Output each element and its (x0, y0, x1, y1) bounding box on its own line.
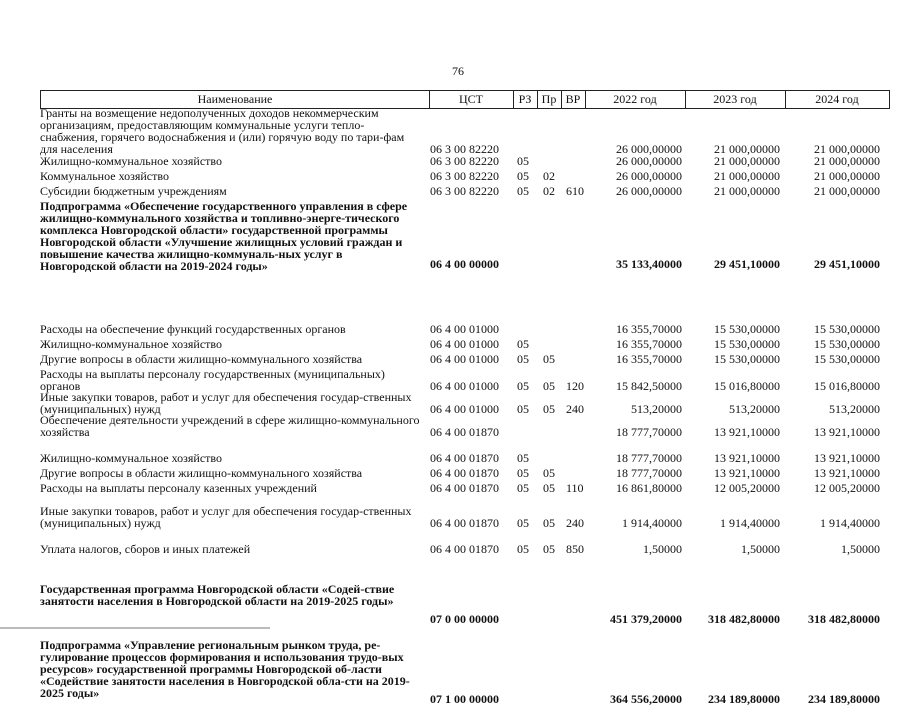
row-2023: 513,20000 (729, 402, 780, 416)
row-2023: 21 000,00000 (714, 154, 780, 168)
row-name: Коммунальное хозяйство (40, 169, 169, 183)
row-2022: 1 914,40000 (622, 516, 682, 530)
row-pr: 02 (543, 184, 555, 198)
header-2022: 2022 год (585, 91, 686, 108)
row-cst: 06 4 00 01000 (430, 402, 499, 416)
row-rz: 05 (517, 154, 529, 168)
row-pr: 05 (543, 481, 555, 495)
row-vr: 850 (566, 542, 584, 556)
row-2022: 16 355,70000 (616, 337, 682, 351)
row-2023: 15 530,00000 (714, 322, 780, 336)
row-name: Жилищно-коммунальное хозяйство (40, 154, 223, 168)
row-2022: 451 379,20000 (610, 612, 682, 626)
row-2024: 12 005,20000 (814, 481, 880, 495)
row-rz: 05 (517, 337, 529, 351)
row-name: Гранты на возмещение недополученных доходов некоммерческим организациям, предоставляющим коммунальные услуги тепло-снабжения, горячего водоснабжения и (или) горячую воду по тари-фам для населения (40, 106, 405, 156)
footer-line (0, 627, 270, 629)
row-pr: 05 (543, 542, 555, 556)
row-2023: 318 482,80000 (708, 612, 780, 626)
row-vr: 240 (566, 402, 584, 416)
header-2024: 2024 год (815, 92, 859, 106)
row-2023: 13 921,10000 (714, 451, 780, 465)
row-2024: 15 016,80000 (814, 379, 880, 393)
row-2022: 15 842,50000 (616, 379, 682, 393)
row-name: Субсидии бюджетным учреждениям (40, 184, 227, 198)
header-rz: РЗ (513, 91, 538, 108)
row-2022: 18 777,70000 (616, 425, 682, 439)
row-2022: 513,20000 (631, 402, 682, 416)
row-rz: 05 (517, 379, 529, 393)
row-cst: 06 4 00 01870 (430, 425, 499, 439)
row-cst: 06 4 00 01870 (430, 466, 499, 480)
row-2022: 26 000,00000 (616, 142, 682, 156)
row-pr: 05 (543, 379, 555, 393)
header-pr: Пр (537, 91, 562, 108)
row-vr: 610 (566, 184, 584, 198)
header-2023: 2023 год (685, 91, 786, 108)
row-cst: 06 4 00 01000 (430, 337, 499, 351)
row-name: Жилищно-коммунальное хозяйство (40, 451, 223, 465)
row-2022: 16 355,70000 (616, 352, 682, 366)
row-rz: 05 (517, 352, 529, 366)
row-cst: 06 4 00 00000 (430, 257, 499, 271)
row-2024: 13 921,10000 (814, 466, 880, 480)
row-2024: 13 921,10000 (814, 451, 880, 465)
row-cst: 06 4 00 01870 (430, 542, 499, 556)
row-2024: 15 530,00000 (814, 322, 880, 336)
row-name: Жилищно-коммунальное хозяйство (40, 337, 223, 351)
row-2024: 21 000,00000 (814, 142, 880, 156)
row-2024: 15 530,00000 (814, 337, 880, 351)
row-2023: 234 189,80000 (708, 692, 780, 706)
row-2022: 364 556,20000 (610, 692, 682, 706)
row-cst: 07 0 00 00000 (430, 612, 499, 626)
row-rz: 05 (517, 516, 529, 530)
row-rz: 05 (517, 402, 529, 416)
row-2024: 15 530,00000 (814, 352, 880, 366)
row-2024: 513,20000 (829, 402, 880, 416)
row-2023: 21 000,00000 (714, 184, 780, 198)
row-2023: 21 000,00000 (714, 142, 780, 156)
row-2023: 15 530,00000 (714, 337, 780, 351)
row-2024: 29 451,10000 (814, 257, 880, 271)
row-cst: 06 4 00 01870 (430, 481, 499, 495)
row-name: Другие вопросы в области жилищно-коммунального хозяйства (40, 466, 363, 480)
row-2022: 16 355,70000 (616, 322, 682, 336)
header-vr: ВР (561, 91, 586, 108)
row-name: Расходы на выплаты персоналу казенных учреждений (40, 481, 317, 495)
row-cst: 06 3 00 82220 (430, 142, 499, 156)
header-name: Наименование (41, 91, 430, 108)
row-2024: 21 000,00000 (814, 184, 880, 198)
row-rz: 05 (517, 481, 529, 495)
row-rz: 05 (517, 184, 529, 198)
row-2023: 13 921,10000 (714, 425, 780, 439)
row-2022: 18 777,70000 (616, 451, 682, 465)
row-vr: 110 (566, 481, 584, 495)
row-cst: 06 3 00 82220 (430, 154, 499, 168)
row-2023: 29 451,10000 (714, 257, 780, 271)
row-2022: 35 133,40000 (616, 257, 682, 271)
row-2023: 15 530,00000 (714, 352, 780, 366)
row-2022: 16 861,80000 (616, 481, 682, 495)
row-name: Расходы на обеспечение функций государственных органов (40, 322, 346, 336)
row-2022: 26 000,00000 (616, 154, 682, 168)
row-pr: 05 (543, 402, 555, 416)
row-cst: 06 4 00 01000 (430, 352, 499, 366)
row-cst: 06 3 00 82220 (430, 169, 499, 183)
row-2022: 26 000,00000 (616, 184, 682, 198)
row-name: Расходы на выплаты персоналу государственных (муниципальных) органов (40, 367, 385, 393)
row-cst: 06 4 00 01870 (430, 516, 499, 530)
row-2024: 1,50000 (841, 542, 880, 556)
row-pr: 02 (543, 169, 555, 183)
row-2024: 234 189,80000 (808, 692, 880, 706)
row-name: Иные закупки товаров, работ и услуг для обеспечения государ-ственных (муниципальных) нужд (40, 390, 412, 416)
row-cst: 06 4 00 01870 (430, 451, 499, 465)
row-rz: 05 (517, 169, 529, 183)
row-pr: 05 (543, 466, 555, 480)
row-cst: 06 3 00 82220 (430, 184, 499, 198)
row-name: Подпрограмма «Управление региональным рынком труда, ре-гулирование процессов формирования и использования трудо-вых ресурсов» государственной программы Новгородской об-ласти «Содействие занятости населения в Новгородской обла-сти на 2019-2025 годы» (40, 638, 410, 700)
row-pr: 05 (543, 352, 555, 366)
row-name: Обеспечение деятельности учреждений в сфере жилищно-коммунального хозяйства (40, 413, 420, 439)
header-cst: ЦСТ (429, 91, 514, 108)
row-2024: 21 000,00000 (814, 154, 880, 168)
row-cst: 07 1 00 00000 (430, 692, 499, 706)
row-2022: 18 777,70000 (616, 466, 682, 480)
row-2022: 26 000,00000 (616, 169, 682, 183)
row-2024: 318 482,80000 (808, 612, 880, 626)
row-vr: 240 (566, 516, 584, 530)
row-rz: 05 (517, 542, 529, 556)
row-2023: 15 016,80000 (714, 379, 780, 393)
row-2023: 1 914,40000 (720, 516, 780, 530)
row-2024: 21 000,00000 (814, 169, 880, 183)
row-name: Уплата налогов, сборов и иных платежей (40, 542, 251, 556)
row-cst: 06 4 00 01000 (430, 379, 499, 393)
row-2022: 1,50000 (643, 542, 682, 556)
row-name: Другие вопросы в области жилищно-коммунального хозяйства (40, 352, 363, 366)
row-rz: 05 (517, 451, 529, 465)
row-vr: 120 (566, 379, 584, 393)
row-name: Иные закупки товаров, работ и услуг для обеспечения государ-ственных (муниципальных) нужд (40, 504, 412, 530)
row-2023: 13 921,10000 (714, 466, 780, 480)
row-2024: 1 914,40000 (820, 516, 880, 530)
page-number: 76 (452, 64, 464, 78)
row-pr: 05 (543, 516, 555, 530)
row-2023: 12 005,20000 (714, 481, 780, 495)
row-2023: 1,50000 (741, 542, 780, 556)
row-2023: 21 000,00000 (714, 169, 780, 183)
row-2024: 13 921,10000 (814, 425, 880, 439)
row-rz: 05 (517, 466, 529, 480)
row-name: Государственная программа Новгородской области «Содей-ствие занятости населения в Новгородской области на 2019-2025 годы» (40, 582, 395, 608)
row-cst: 06 4 00 01000 (430, 322, 499, 336)
row-name: Подпрограмма «Обеспечение государственного управления в сфере жилищно-коммунального хозяйства и топливно-энерге-тического комплекса Новгородской области» государственной программы Новгородской области «Улучшение жилищных условий граждан и повышение качества жилищно-коммуналь-ных услуг в Новгородской области на 2019-2024 годы» (40, 199, 408, 273)
